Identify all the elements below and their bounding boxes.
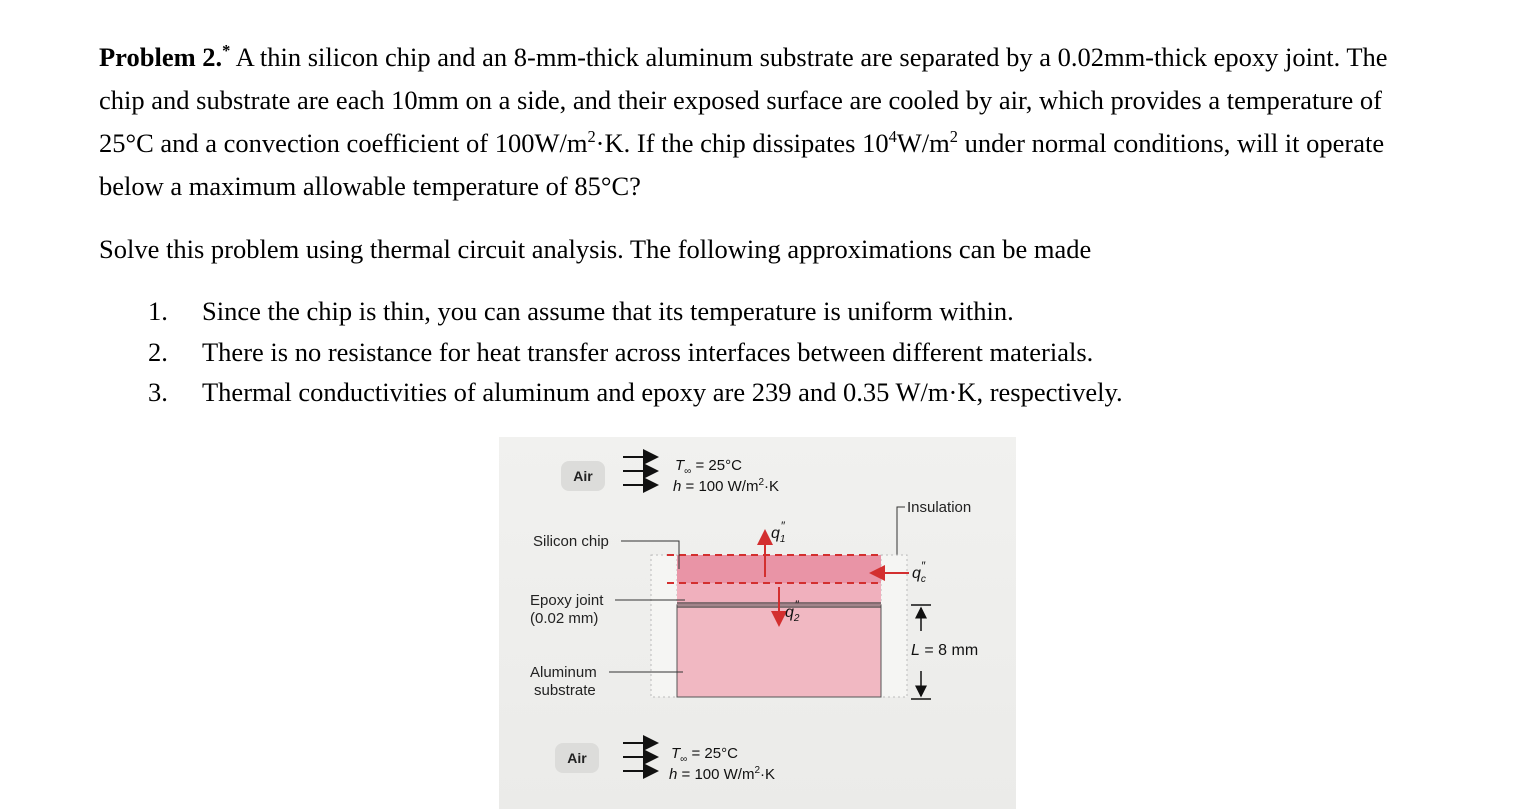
substrate-label: substrate [534,682,596,699]
aluminum-label: Aluminum [530,664,597,681]
insulation-leader [897,507,905,555]
intro-text: Solve this problem using thermal circuit analysis. The following approximations can be made [99,234,1092,264]
silicon-chip-layer [677,555,881,583]
qc-label: $q_c''$ [912,559,926,585]
epoxy-joint-label: Epoxy joint [530,592,604,609]
problem-title: Problem 2.* [99,41,231,72]
insulation-left [651,555,677,697]
q1-label: $q_1''$ [771,519,786,545]
q2-label: $q_2''$ [785,598,800,624]
airflow-arrows-top [623,457,657,485]
silicon-chip-label: Silicon chip [533,533,609,550]
air-top-label: Air [573,468,593,484]
list-item: 1. Since the chip is thin, you can assume that its temperature is uniform within. [148,296,1014,326]
thickness-label: L = 8 mm [911,642,979,659]
convection-coeff-bottom: h = 100 $W/m^2\cdot K$ [669,765,776,783]
air-bottom-label: Air [567,750,587,766]
chip-substrate-diagram [499,437,1016,809]
problem-statement: Problem 2.* A thin silicon chip and an 8-mm-thick aluminum substrate are separated by a 0.02mm-thick epoxy joint. The chip and substrate are each 10mm on a side, and their exposed surface are cooled by air, which provides a temperature of 25°C and a convection coefficient of $100W/m^2\cdot K$. If the chip dissipates $10^4W/m^2$ under normal conditions, will it operate below a maximum allowable temperature of 85°C? [99,41,1388,201]
insulation-label: Insulation [907,499,972,516]
airflow-arrows-bottom [623,743,657,771]
list-item: 2. There is no resistance for heat transfer across interfaces between different materials. [148,336,1094,367]
ambient-temp-bottom: $T_\infty = 25^\circ C$ [671,745,738,765]
approximations-list [148,291,1123,413]
insulation-right [881,555,907,697]
ambient-temp-top: $T_\infty = 25^\circ C$ [675,457,742,477]
list-item: 3. Thermal conductivities of aluminum and epoxy are 239 and 0.35 W/m·K, respectively. [148,377,1123,407]
convection-coeff-top: h = 100 $W/m^2\cdot K$ [673,477,780,495]
epoxy-thickness-label: (0.02 mm) [530,610,599,627]
